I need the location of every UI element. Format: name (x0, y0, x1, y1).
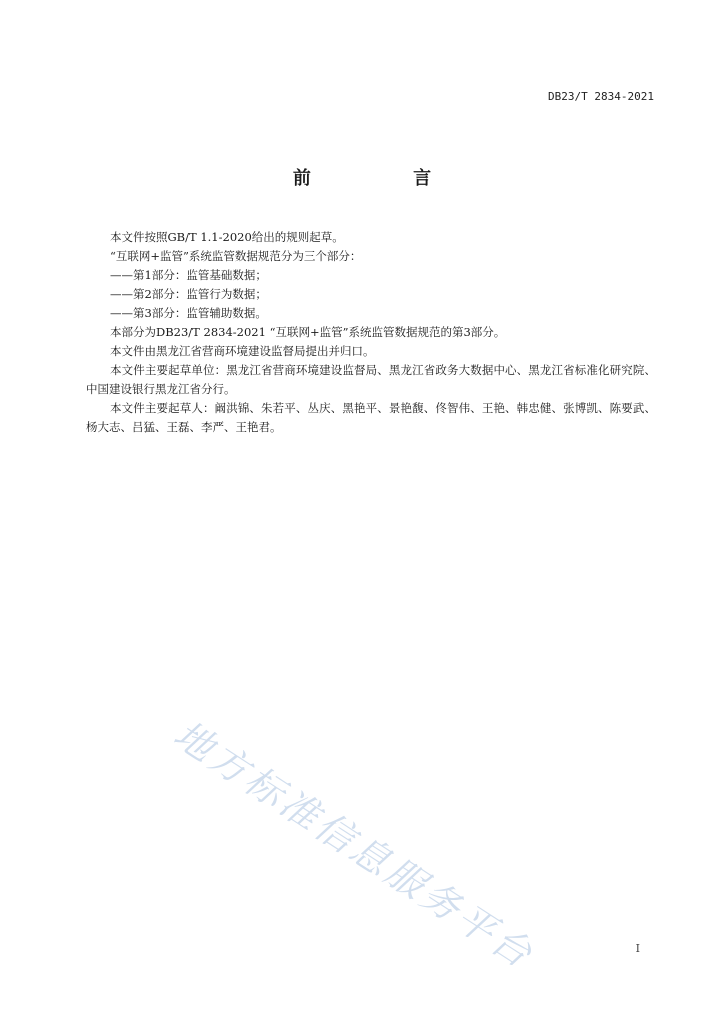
paragraph-part-2: ——第2部分：监管行为数据； (110, 287, 267, 301)
page-number: I (635, 942, 640, 955)
document-code: DB23/T 2834-2021 (548, 90, 654, 103)
paragraph-part-3: ——第3部分：监管辅助数据。 (110, 306, 267, 320)
paragraph-drafting-rule: 本文件按照GB/T 1.1-2020给出的规则起草。 (110, 230, 344, 244)
paragraph-drafting-units: 本文件主要起草单位：黑龙江省营商环境建设监督局、黑龙江省政务大数据中心、黑龙江省标准化研究院、中国建设银行黑龙江省分行。 (86, 363, 656, 396)
paragraph-this-part: 本部分为DB23/T 2834-2021 “互联网+监管”系统监管数据规范的第3部分。 (110, 325, 506, 339)
paragraph-parts-intro: “互联网+监管”系统监管数据规范分为三个部分： (110, 249, 362, 263)
preface-content (86, 228, 656, 437)
paragraph-part-1: ——第1部分：监管基础数据； (110, 268, 267, 282)
watermark: 地方标准信息服务平台 (166, 711, 543, 978)
page-title: 前 言 (292, 168, 480, 189)
paragraph-proposer: 本文件由黑龙江省营商环境建设监督局提出并归口。 (110, 344, 375, 358)
paragraph-drafters: 本文件主要起草人：阚洪锦、朱若平、丛庆、黑艳平、景艳馥、佟智伟、王艳、韩忠健、张博凯、陈要武、杨大志、吕猛、王磊、李严、王艳君。 (86, 401, 656, 434)
